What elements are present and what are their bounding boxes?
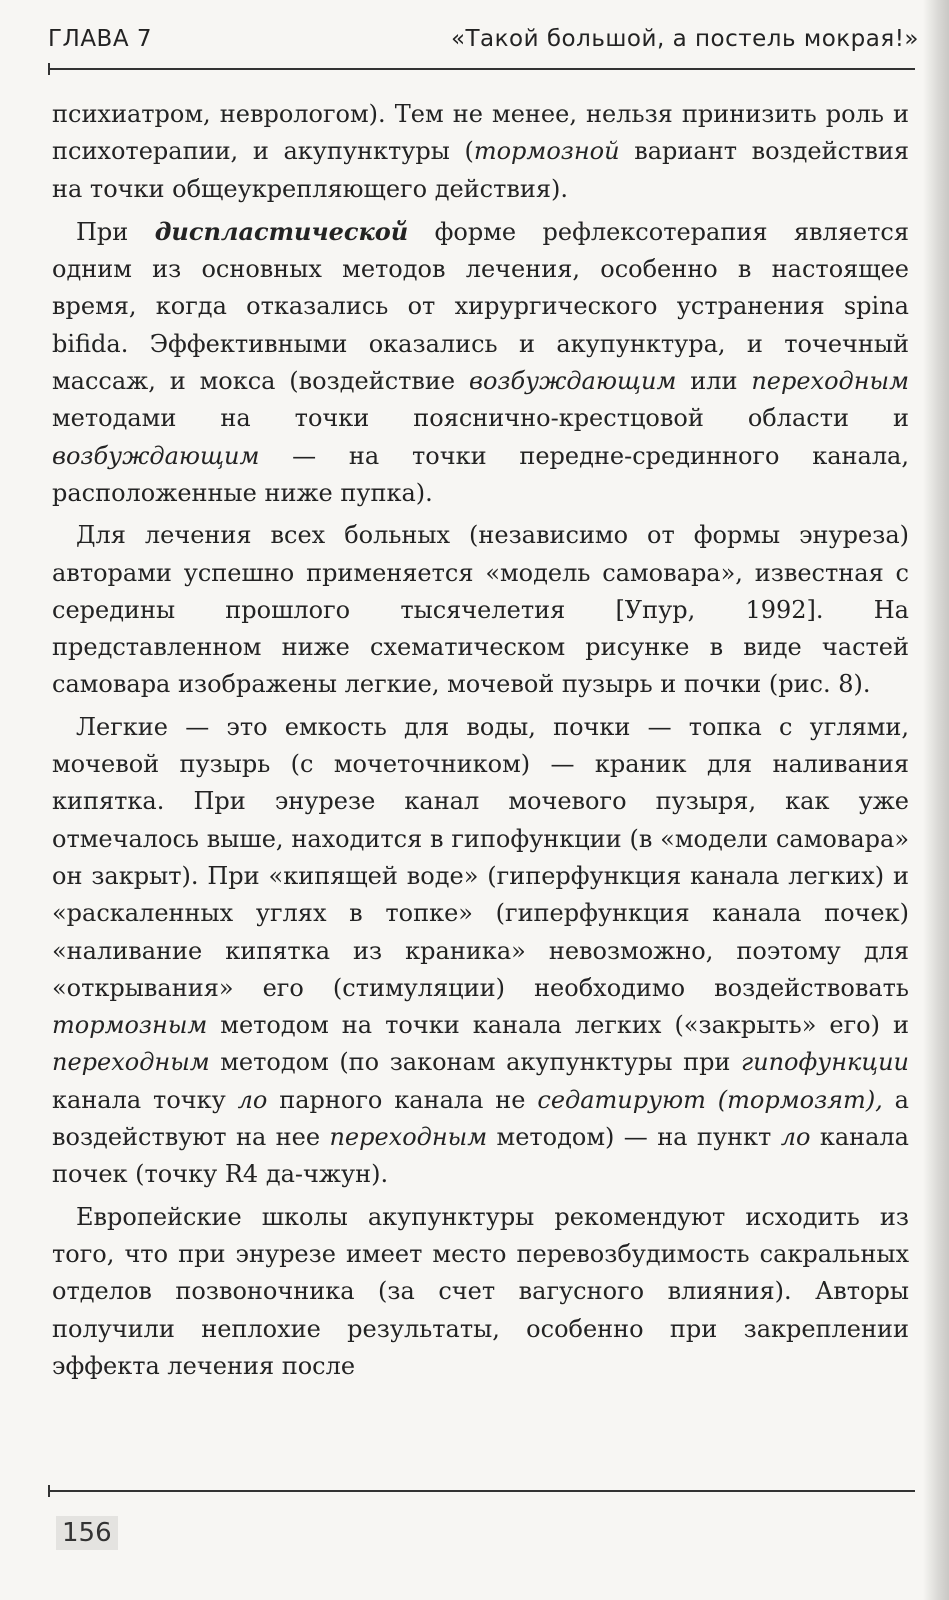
text-run: форме рефлексотерапия является одним из основных методов лечения, особенно в настоящее время, когда отказались от хирургического устранения spina bifida. Эффективными оказались и акупунктура, и точечный массаж, и мокса (воздействие <box>52 217 909 396</box>
text-run: методом) — на пункт <box>487 1123 781 1152</box>
page-number: 156 <box>56 1516 118 1550</box>
text-run: Европейские школы акупунктуры рекомендуют исходить из того, что при энурезе имеет место перевозбудимость сакральных отделов позвоночника (за счет вагусного влияния). Авторы получили неплохие результаты, особенно при закреплении эффекта лечения после <box>52 1202 909 1380</box>
page-edge-shadow <box>923 0 949 1600</box>
paragraph <box>52 709 909 1194</box>
running-title: «Такой большой, а постель мокрая!» <box>450 26 919 52</box>
text-run: методами на точки пояснично-крестцовой области и <box>52 404 909 433</box>
italic-term: тормозным <box>52 1011 208 1040</box>
italic-term: седатируют (тормозят), <box>537 1085 883 1114</box>
italic-term: возбуждающим <box>468 367 677 396</box>
text-run: методом на точки канала легких («закрыть» его) и <box>207 1011 909 1040</box>
text-run: а воздействуют на нее <box>52 1085 909 1152</box>
text-run: Для лечения всех больных (независимо от формы энуреза) авторами успешно применяется «модель самовара», известная с середины прошлого тысячелетия [Упур, 1992]. На представленном ниже схематическом рисунке в виде частей самовара изображены легкие, мочевой пузырь и почки (рис. 8). <box>52 521 909 699</box>
italic-term: переходным <box>52 1048 210 1077</box>
paragraph <box>52 96 909 208</box>
text-run: канала точку <box>52 1085 238 1114</box>
header-rule <box>48 68 915 70</box>
italic-term: ло <box>780 1123 811 1152</box>
footer-rule <box>48 1490 915 1492</box>
italic-term: ло <box>237 1085 268 1114</box>
running-header <box>48 26 919 60</box>
italic-term: переходным <box>751 367 910 396</box>
paragraph <box>52 517 909 703</box>
text-run: или <box>676 367 752 396</box>
text-run: вариант воздействия на точки общеукрепляющего действия). <box>52 137 909 203</box>
text-run: Легкие — это емкость для воды, почки — топка с углями, мочевой пузырь (с мочеточником) — краник для наливания кипятка. При энурезе канал мочевого пузыря, как уже отмечалось выше, находится в гипофункции (в «модели самовара» он закрыт). При «кипящей воде» (гиперфункция канала легких) и «раскаленных углях в топке» (гиперфункция канала почек) «наливание кипятка из краника» невозможно, поэтому для «открывания» его (стимуляции) необходимо воздействовать <box>52 712 909 1002</box>
italic-term: тормозной <box>473 137 620 166</box>
italic-term: возбуждающим <box>52 441 260 470</box>
text-run: При <box>76 217 155 246</box>
paragraph <box>52 1199 909 1385</box>
italic-term: гипофункции <box>741 1048 909 1077</box>
italic-term: переходным <box>329 1123 488 1152</box>
chapter-label: ГЛАВА 7 <box>48 26 153 52</box>
text-run: — на точки передне-срединного канала, расположенные ниже пупка). <box>52 441 909 507</box>
body-text <box>52 96 909 1390</box>
text-run: психиатром, неврологом). Тем не менее, нельзя принизить роль и психотерапии, и акупунктуры ( <box>52 100 909 166</box>
paragraph <box>52 213 909 512</box>
text-run: парного канала не <box>267 1085 538 1114</box>
text-run: методом (по законам акупунктуры при <box>209 1048 741 1077</box>
bold-term: диспластической <box>154 216 409 246</box>
text-run: канала почек (точку R4 да-чжун). <box>52 1123 909 1189</box>
